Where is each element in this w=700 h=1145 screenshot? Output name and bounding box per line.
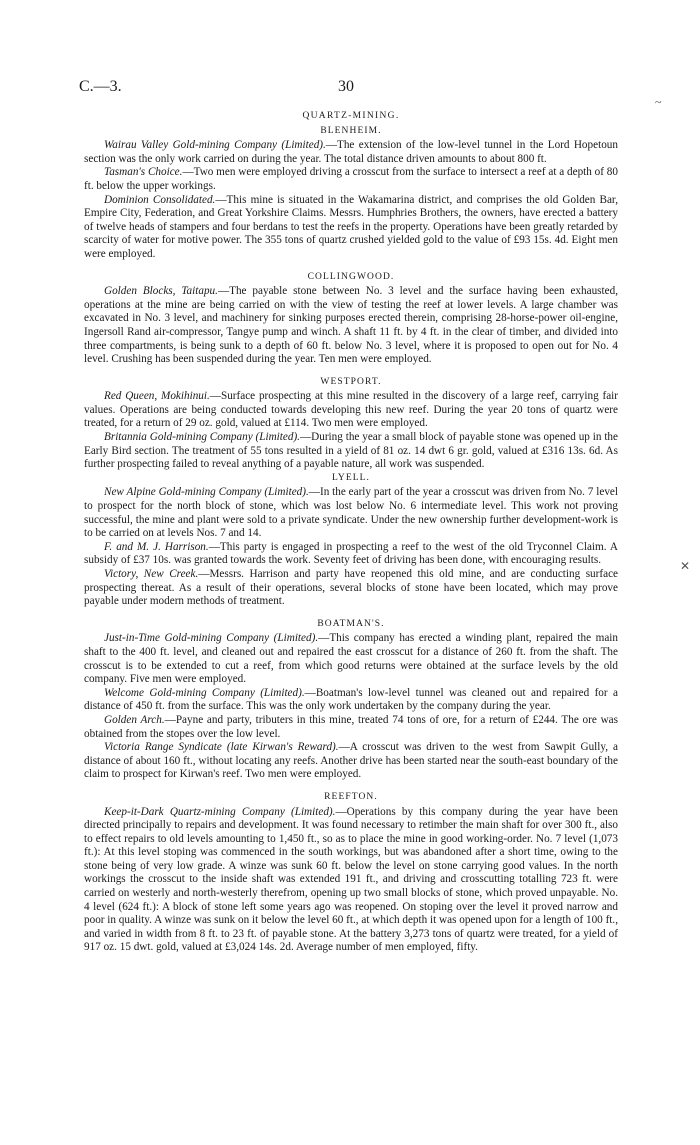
paragraph xyxy=(84,687,618,714)
section-heading: COLLINGWOOD. xyxy=(307,271,395,282)
paragraph xyxy=(84,194,618,262)
paragraph xyxy=(84,541,618,568)
company-name: Victory, New Creek. xyxy=(104,568,199,580)
section-lyell xyxy=(84,472,618,609)
section-westport xyxy=(84,376,618,472)
paragraph-text: —Messrs. Harrison and party have reopened this old mine, and are conducting surface prospecting thereat. As a result of their operations, several blocks of stone have been located, which may prove payable under modern methods of treatment. xyxy=(84,568,618,608)
paragraph xyxy=(84,714,618,741)
paragraph xyxy=(84,139,618,166)
margin-mark: ✕ xyxy=(680,559,691,573)
section-heading: BOATMAN'S. xyxy=(317,618,385,629)
company-name: Just-in-Time Gold-mining Company (Limited). xyxy=(104,632,319,645)
paragraph xyxy=(84,285,618,367)
company-name: F. and M. J. Harrison. xyxy=(104,540,209,553)
paragraph-text: —This mine is situated in the Wakamarina district, and comprises the old Golden Bar, Empire City, Federation, and Great Yorkshire Claims. Messrs. Humphries Brothers, the owners, have erected a battery of twelve heads of stampers and four berdans to test the reefs in the property. Operations have been greatly retarded by scarcity of water for motive power. The 355 tons of quartz crushed yielded gold to the value of £93 15s. 4d. Eight men were employed. xyxy=(84,193,619,260)
section-blenheim xyxy=(84,125,618,262)
company-name: Tasman's Choice. xyxy=(104,166,183,179)
paragraph xyxy=(84,431,618,472)
paragraph-text: —The extension of the low-level tunnel in the Lord Hopetoun section was the only work carried on during the year. The total distance driven amounts to about 800 ft. xyxy=(84,139,618,165)
paragraph-text: —The payable stone between No. 3 level and the surface having been exhausted, operations at the mine are being carried on with the view of testing the reef at lower levels. A large chamber was excavated in No. 3 level, and machinery for sinking purposes erected therein, comprising 28-horse-power oil-engine, Ingersoll Rand air-compressor, Tangye pump and winch. A shaft 11 ft. by 4 ft. in the clear of timber, and divided into three compartments, is being sunk to a depth of 60 ft. below No. 3 level, where it is proposed to open out for No. 4 level. Crushing has been suspended during the year. Ten men were employed. xyxy=(84,285,618,366)
paragraph xyxy=(84,568,618,609)
company-name: Golden Arch. xyxy=(104,713,165,726)
section-reefton xyxy=(84,791,618,955)
paragraph xyxy=(84,390,618,431)
paragraph-text: —During the year a small block of payable stone was opened up in the Early Bird section. The treatment of 55 tons resulted in a yield of 81 oz. 14 dwt 6 gr. gold, valued at £316 13s. 6d. As further prospecting failed to reveal anything of a payable nature, all work was suspended. xyxy=(84,431,618,471)
company-name: Wairau Valley Gold-mining Company (Limited). xyxy=(104,139,326,152)
section-boatmans xyxy=(84,618,618,782)
section-heading: REEFTON. xyxy=(324,791,378,802)
company-name: Red Queen, Mokihinui. xyxy=(104,390,210,403)
document-body xyxy=(84,110,618,955)
company-name: New Alpine Gold-mining Company (Limited). xyxy=(104,486,309,499)
margin-mark: ~ xyxy=(655,95,662,109)
paragraph-text: —Two men were employed driving a crosscut from the surface to intersect a reef at a depth of 80 ft. below the upper workings. xyxy=(84,166,618,192)
page-number: 30 xyxy=(338,78,354,95)
company-name: Golden Blocks, Taitapu. xyxy=(104,285,218,298)
paragraph-text: —Operations by this company during the year have been directed principally to repairs and development. It was found necessary to retimber the main shaft for over 300 ft., also to effect repairs to old levels amounting to 1,450 ft., so as to place the mine in good working-order. No. 7 level (1,073 ft.): At this level stoping was commenced in the south workings, but was abandoned after a short time, owing to the stone being of very low grade. A winze was sunk 60 ft. below the level on stone carrying good values. In the north workings the crosscut to the inside shaft was extended 191 ft., and driving and crosscutting totalling 723 ft. were carried on westerly and north-westerly therefrom, opening up two small blocks of stone, which proved unpayable. No. 4 level (624 ft.): A block of stone left some years ago was reopened. On stoping over the level it proved narrow and poor in quality. A winze was sunk on it below the level 60 ft., at which depth it was opened upon for a length of 100 ft., and varied in width from 8 ft. to 23 ft. of payable stone. At the battery 3,273 tons of quartz were treated, for a yield of 917 oz. 15 dwt. gold, valued at £3,024 14s. 2d. Average number of men employed, fifty. xyxy=(84,805,618,954)
report-reference: C.—3. xyxy=(79,78,122,95)
paragraph xyxy=(84,166,618,193)
company-name: Dominion Consolidated. xyxy=(104,193,216,206)
section-collingwood xyxy=(84,271,618,367)
company-name: Welcome Gold-mining Company (Limited). xyxy=(104,686,305,699)
section-heading: LYELL. xyxy=(331,472,371,483)
section-heading: WESTPORT. xyxy=(320,376,382,387)
paragraph-text: —Boatman's low-level tunnel was cleaned out and repaired for a distance of 450 ft. from the surface. This was the only work undertaken by the company during the year. xyxy=(84,686,618,713)
company-name: Britannia Gold-mining Company (Limited). xyxy=(104,431,300,444)
paragraph xyxy=(84,806,618,956)
company-name: Keep-it-Dark Quartz-mining Company (Limited). xyxy=(104,805,336,818)
paragraph-text: —Surface prospecting at this mine resulted in the discovery of a large reef, carrying fair values. Operations are being conducted towards developing this new reef. During the year 20 tons of quartz were treated, for a return of 29 oz. gold, valued at £114. Two men were employed. xyxy=(84,390,618,430)
section-heading: BLENHEIM. xyxy=(320,125,382,136)
paragraph xyxy=(84,632,618,686)
paragraph xyxy=(84,741,618,782)
paragraph-text: —In the early part of the year a crosscut was driven from No. 7 level to prospect for the north block of stone, which was lost below No. 6 intermediate level. This work not proving successful, the mine and plant were sold to a private syndicate. Under the new ownership further development-work is to be carried on at levels Nos. 7 and 14. xyxy=(84,486,618,540)
paragraph-text: —This party is engaged in prospecting a reef to the west of the old Tryconnel Claim. A subsidy of £37 10s. was granted towards the work. Seventy feet of driving has been done, with encouraging results. xyxy=(84,540,618,567)
paragraph xyxy=(84,486,618,540)
paragraph-text: —A crosscut was driven to the west from Sawpit Gully, a distance of about 160 ft., without locating any reefs. Another drive has been started near the south-east boundary of the claim to prospect for Kirwan's reef. Two men were employed. xyxy=(84,741,618,781)
page-title: QUARTZ-MINING. xyxy=(302,111,400,121)
paragraph-text: —This company has erected a winding plant, repaired the main shaft to the 400 ft. level, and cleaned out and repaired the east crosscut for a distance of 260 ft. from the shaft. The crosscut is to be extended to cut a reef, from which good returns were obtained at the surface levels by the old company. Five men were employed. xyxy=(84,632,618,686)
company-name: Victoria Range Syndicate (late Kirwan's Reward). xyxy=(104,741,339,754)
paragraph-text: —Payne and party, tributers in this mine, treated 74 tons of ore, for a return of £244. The ore was obtained from the stopes over the low level. xyxy=(84,713,618,740)
